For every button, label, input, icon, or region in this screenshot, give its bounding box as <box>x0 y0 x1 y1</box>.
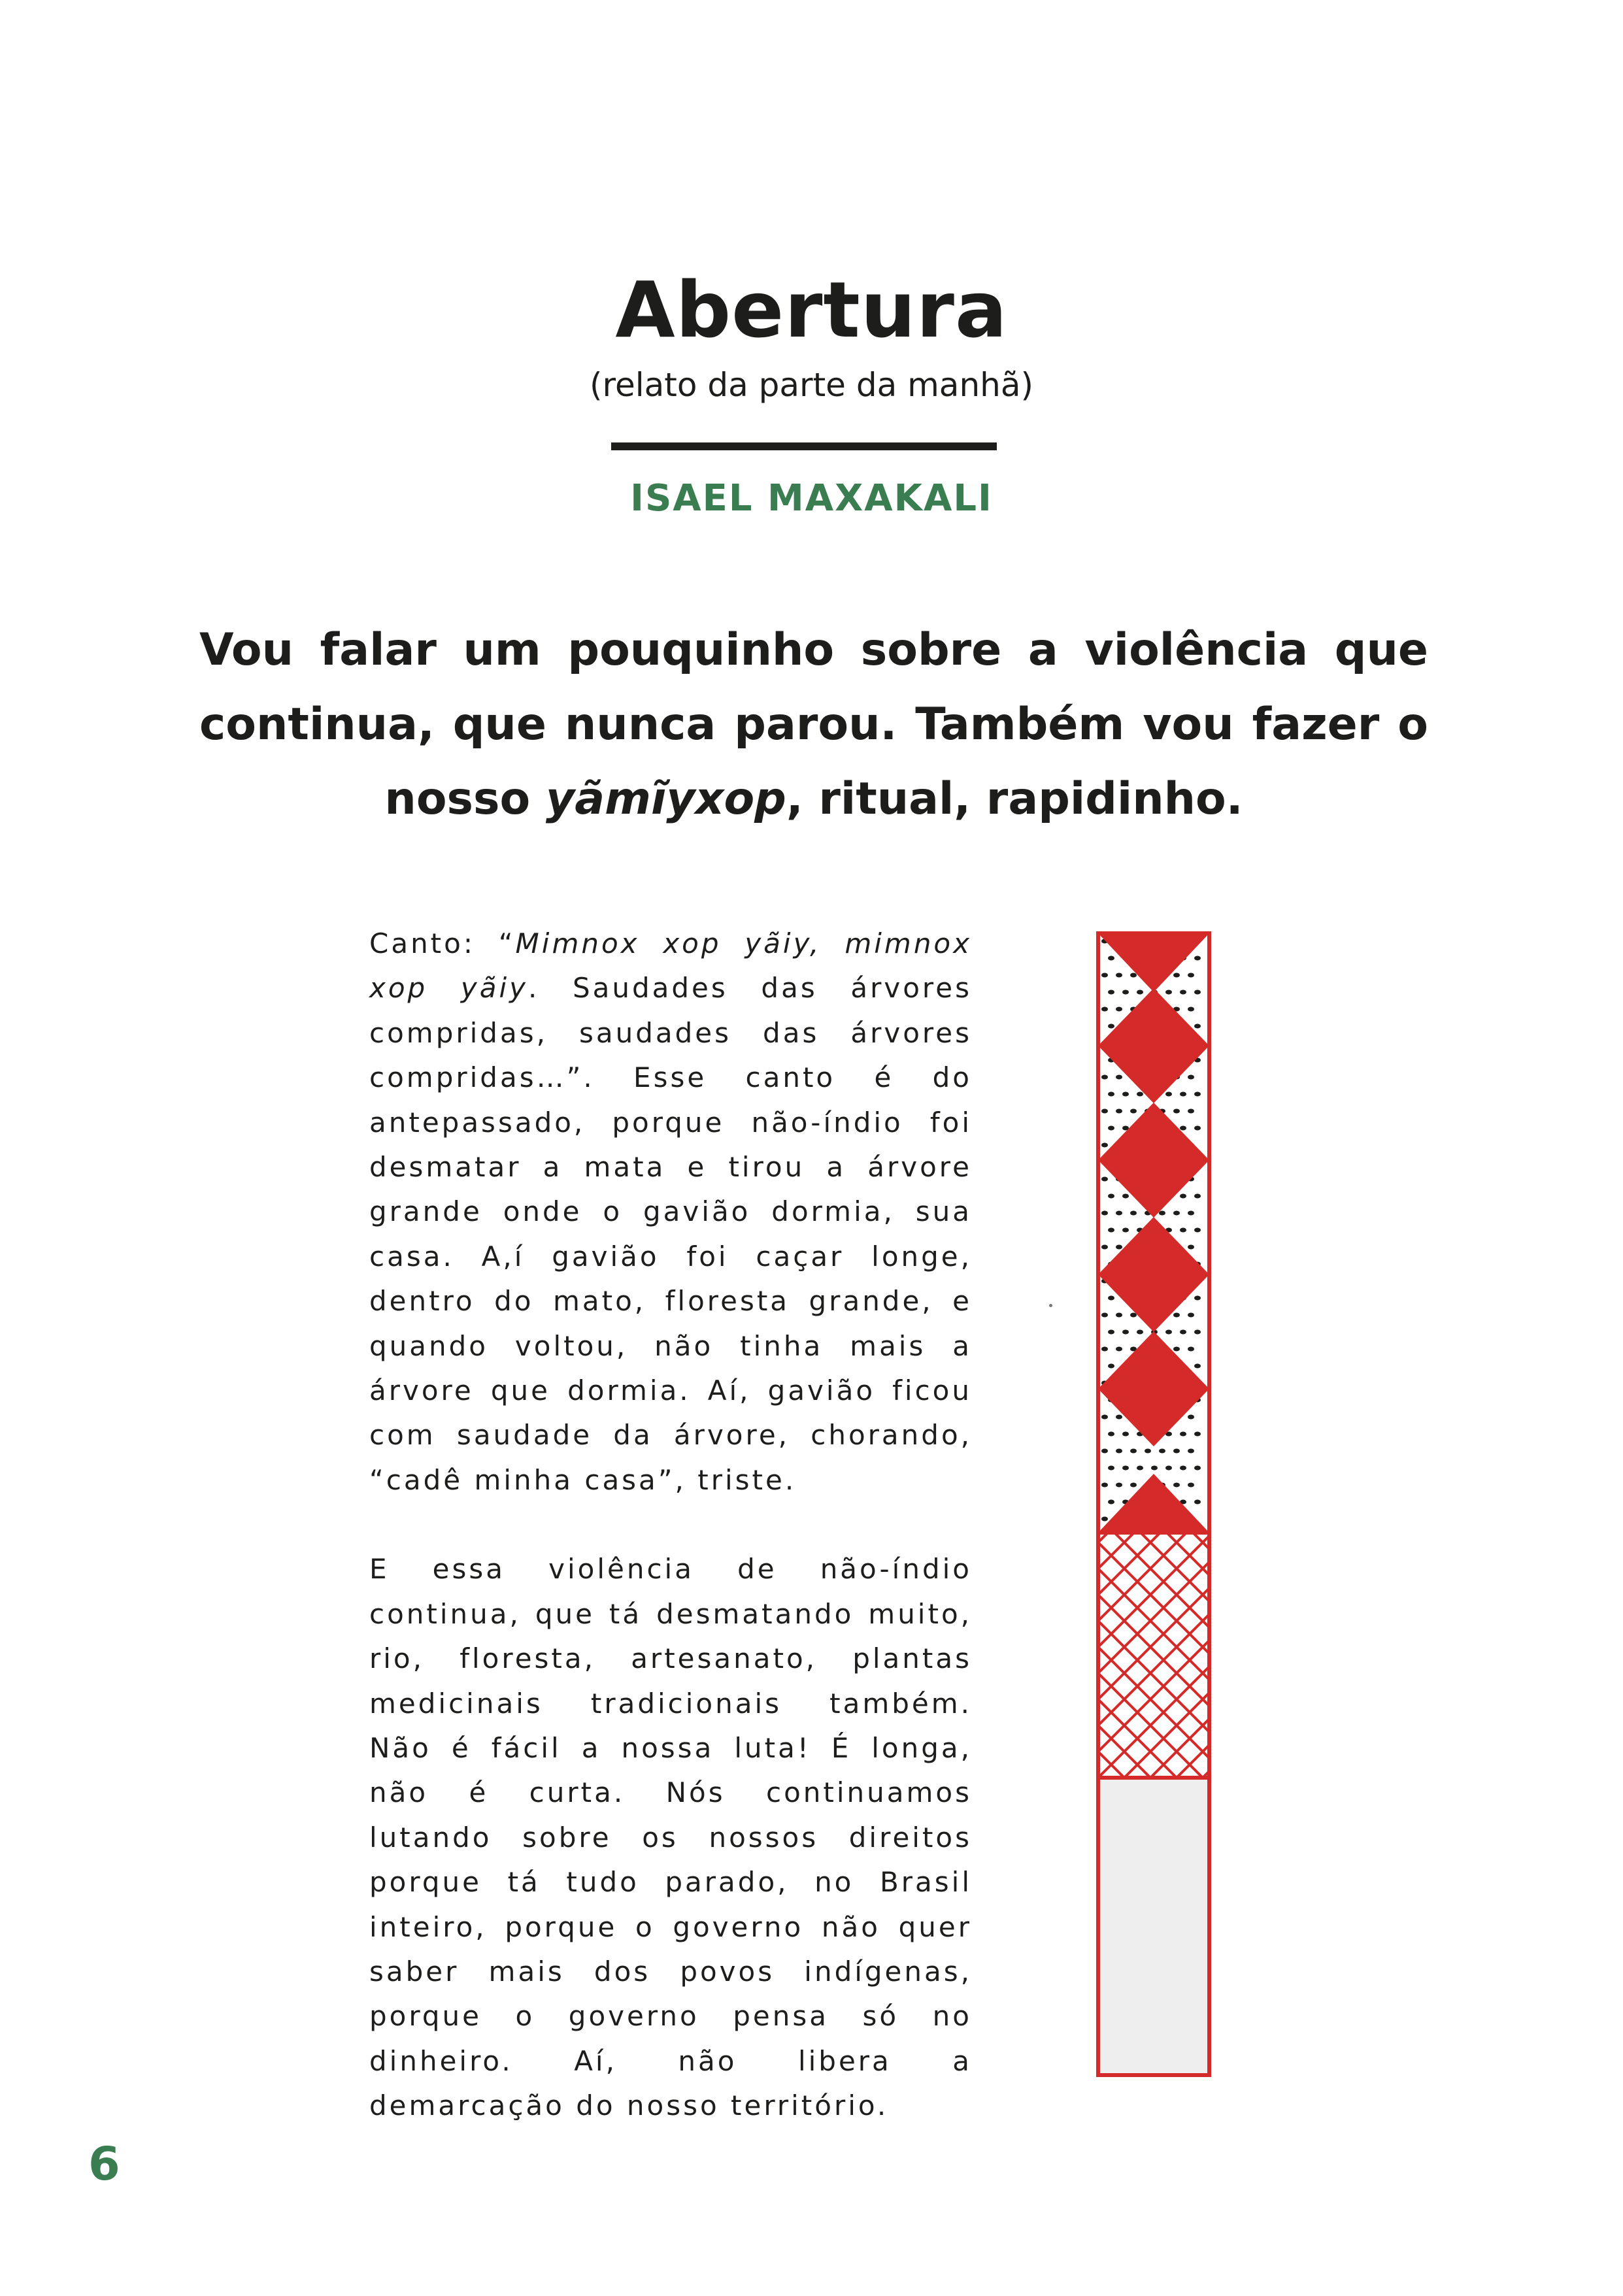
page-number: 6 <box>88 2137 120 2191</box>
page-title: Abertura <box>615 265 1008 355</box>
lead-term: yãmĩyxop <box>545 773 786 825</box>
p1-song: Mimnox xop yãiy, mimnox xop yãiy <box>369 927 972 1005</box>
lead-quote <box>199 613 1428 837</box>
p1-rest: . Saudades das árvores compridas, saudades das árvores compridas…”. Esse canto é do antepassado, porque não-índio foi desmatar a mata e tirou a árvore grande onde o gavião dormia, sua casa. A,í gavião foi caçar longe, dentro do mato, floresta grande, e quando voltou, não tinha mais a árvore que dormia. Aí, gavião ficou com saudade da árvore, chorando, “cadê minha casa”, triste. <box>369 972 972 1496</box>
body-text <box>369 922 972 2129</box>
p1-prefix: Canto: “ <box>369 927 516 959</box>
page-subtitle: (relato da parte da manhã) <box>590 366 1033 404</box>
paragraph-1 <box>369 922 972 1503</box>
lead-text-after: , ritual, rapidinho. <box>786 773 1243 825</box>
stray-mark <box>1049 1304 1052 1307</box>
maxakali-pattern-illustration <box>1085 928 1235 2078</box>
author-name: ISAEL MAXAKALI <box>630 477 993 520</box>
paragraph-2: E essa violência de não-índio continua, que tá desmatando muito, rio, floresta, artesanato, plantas medicinais tradicionais também. Não é fácil a nossa luta! É longa, não é curta. Nós continuamos lutando sobre os nossos direitos porque tá tudo parado, no Brasil inteiro, porque o governo não quer saber mais dos povos indígenas, porque o governo pensa só no dinheiro. Aí, não libera a demarcação do nosso território. <box>369 1553 972 2122</box>
lead-text-before: Vou falar um pouquinho sobre a violência que continua, que nunca parou. Também vou fazer o nosso <box>199 624 1428 825</box>
title-divider <box>611 442 997 450</box>
